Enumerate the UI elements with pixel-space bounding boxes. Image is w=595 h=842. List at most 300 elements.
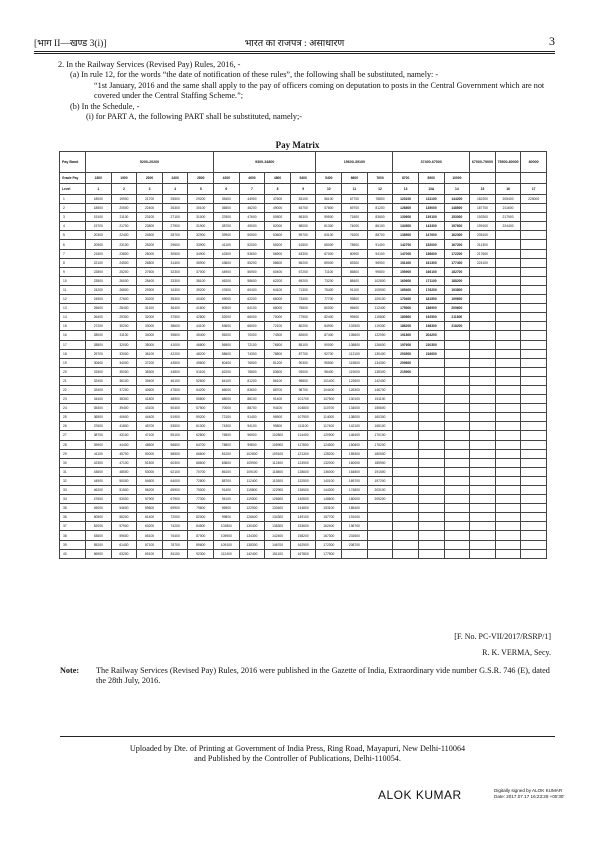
pay-cell: 126300	[342, 385, 368, 394]
pay-cell: 81200	[265, 358, 291, 367]
pay-cell: 47500	[162, 385, 188, 394]
pay-cell: 27900	[162, 222, 188, 231]
pay-band-cell: 75500-80000	[495, 152, 521, 173]
pay-cell: 57900	[137, 495, 163, 504]
row-index-cell: 30	[60, 458, 86, 467]
pay-cell: 45700	[137, 422, 163, 431]
pay-cell: 34400	[86, 395, 112, 404]
pay-cell: 33000	[111, 349, 137, 358]
pay-cell	[470, 495, 496, 504]
pay-cell: 164800	[342, 467, 368, 476]
row-index-cell: 17	[60, 340, 86, 349]
pay-cell: 92700	[316, 349, 342, 358]
pay-cell: 48200	[188, 349, 214, 358]
pay-cell: 47600	[239, 213, 265, 222]
pay-cell	[418, 458, 444, 467]
pay-cell	[521, 322, 547, 331]
table-row	[60, 195, 547, 204]
pay-cell: 224100	[470, 258, 496, 267]
pay-cell	[521, 358, 547, 367]
pay-cell	[495, 531, 521, 540]
pay-cell: 101400	[316, 376, 342, 385]
pay-cell: 205100	[470, 231, 496, 240]
pay-cell: 72800	[188, 476, 214, 485]
pay-cell: 66600	[188, 449, 214, 458]
pay-cell: 191800	[393, 331, 419, 340]
level-header-cell: 9	[290, 184, 316, 195]
pay-cell: 98700	[290, 385, 316, 394]
table-row	[60, 458, 547, 467]
grade-pay-cell: 8700	[393, 173, 419, 184]
pay-matrix-table	[59, 151, 547, 559]
pay-cell	[470, 340, 496, 349]
pay-cell: 34000	[111, 358, 137, 367]
pay-cell: 37600	[86, 422, 112, 431]
pay-cell: 24900	[86, 295, 112, 304]
row-index-cell: 8	[60, 258, 86, 267]
pay-cell: 30200	[137, 295, 163, 304]
pay-cell: 69900	[162, 504, 188, 513]
pay-cell: 148600	[316, 495, 342, 504]
pay-cell: 37500	[162, 313, 188, 322]
row-index-cell: 27	[60, 431, 86, 440]
pay-cell: 134500	[393, 222, 419, 231]
grade-pay-cell: 2800	[188, 173, 214, 184]
pay-cell: 68600	[188, 458, 214, 467]
pay-cell: 67000	[316, 249, 342, 258]
pay-cell: 58600	[239, 276, 265, 285]
pay-cell: 119000	[342, 367, 368, 376]
pay-cell: 225000	[521, 195, 547, 204]
pay-cell: 46200	[86, 486, 112, 495]
row-index-cell: 18	[60, 349, 86, 358]
pay-cell: 160300	[367, 413, 393, 422]
pay-cell	[521, 467, 547, 476]
pay-cell: 27600	[111, 295, 137, 304]
pay-cell	[495, 404, 521, 413]
pay-cell: 28700	[162, 231, 188, 240]
pay-cell	[495, 367, 521, 376]
paragraph-a: (a) In rule 12, for the words “the date of notification of these rules”, the following shall be substituted, namely: -	[70, 70, 439, 80]
pay-cell: 122600	[342, 376, 368, 385]
pay-cell: 57500	[188, 404, 214, 413]
pay-cell: 58600	[265, 258, 291, 267]
pay-cell: 94100	[367, 249, 393, 258]
pay-cell: 31100	[111, 331, 137, 340]
pay-cell: 123100	[393, 195, 419, 204]
pay-cell: 77700	[316, 295, 342, 304]
grade-pay-row	[60, 173, 547, 184]
file-number: [F. No. PC-VII/2017/RSRP/1]	[454, 632, 551, 641]
pay-cell: 91400	[239, 413, 265, 422]
pay-cell: 150800	[342, 440, 368, 449]
pay-cell	[367, 522, 393, 531]
pay-cell: 44800	[162, 367, 188, 376]
pay-cell	[470, 422, 496, 431]
pay-cell: 58500	[162, 449, 188, 458]
row-index-cell: 25	[60, 413, 86, 422]
row-index-cell: 4	[60, 222, 86, 231]
pay-cell: 66000	[265, 295, 291, 304]
signature-line-2: Date: 2017.07.17 16:23:28 +05'30'	[494, 793, 565, 799]
pay-cell: 24500	[137, 231, 163, 240]
row-index-cell: 26	[60, 422, 86, 431]
pay-cell: 44900	[86, 476, 112, 485]
pay-cell	[470, 304, 496, 313]
level-header-cell: 2	[111, 184, 137, 195]
pay-cell: 36500	[86, 413, 112, 422]
pay-cell: 79600	[188, 504, 214, 513]
pay-cell: 31400	[162, 258, 188, 267]
pay-cell	[521, 204, 547, 213]
pay-cell: 33000	[137, 322, 163, 331]
pay-cell: 62100	[162, 467, 188, 476]
pay-cell: 126600	[239, 513, 265, 522]
pay-cell	[521, 431, 547, 440]
pay-cell: 99800	[367, 267, 393, 276]
pay-cell: 43500	[162, 358, 188, 367]
pay-band-label: Pay Band	[60, 152, 86, 173]
pay-cell	[495, 231, 521, 240]
pay-cell	[444, 340, 470, 349]
pay-cell	[495, 413, 521, 422]
pay-cell	[444, 404, 470, 413]
pay-cell	[470, 413, 496, 422]
pay-cell: 160600	[393, 276, 419, 285]
pay-cell	[521, 486, 547, 495]
pay-cell	[495, 486, 521, 495]
pay-cell: 25500	[162, 195, 188, 204]
pay-cell: 153600	[290, 522, 316, 531]
pay-cell	[367, 540, 393, 549]
pay-cell: 32900	[188, 231, 214, 240]
pay-cell: 55200	[86, 540, 112, 549]
pay-cell: 23500	[86, 276, 112, 285]
pay-cell: 45400	[188, 331, 214, 340]
header-gazette-title: भारत का राजपत्र : असाधारण	[244, 39, 345, 49]
pay-cell: 80900	[342, 249, 368, 258]
pay-cell	[495, 458, 521, 467]
pay-cell: 84900	[316, 322, 342, 331]
pay-cell	[393, 476, 419, 485]
pay-cell	[470, 349, 496, 358]
pay-cell: 217900	[495, 213, 521, 222]
pay-cell: 60400	[265, 267, 291, 276]
pay-cell	[418, 504, 444, 513]
digital-signature	[378, 788, 578, 818]
row-index-cell: 37	[60, 522, 86, 531]
pay-cell: 34300	[162, 285, 188, 294]
pay-cell: 191500	[367, 467, 393, 476]
table-row	[60, 276, 547, 285]
pay-cell	[418, 549, 444, 558]
pay-cell: 176200	[418, 285, 444, 294]
pay-cell: 157600	[444, 222, 470, 231]
pay-cell	[367, 504, 393, 513]
pay-cell	[521, 240, 547, 249]
pay-cell: 31100	[137, 304, 163, 313]
pay-cell: 130100	[342, 395, 368, 404]
pay-cell: 126600	[265, 495, 291, 504]
pay-cell: 74300	[214, 422, 240, 431]
pay-cell: 53600	[86, 531, 112, 540]
pay-cell	[393, 395, 419, 404]
pay-matrix-body	[60, 195, 547, 559]
pay-cell: 31500	[86, 367, 112, 376]
pay-cell: 174800	[342, 486, 368, 495]
grade-pay-cell	[521, 173, 547, 184]
pay-cell: 165100	[367, 422, 393, 431]
pay-cell: 55200	[265, 240, 291, 249]
pay-cell: 156600	[418, 249, 444, 258]
pay-cell: 33300	[162, 276, 188, 285]
row-index-cell: 15	[60, 322, 86, 331]
pay-cell: 76400	[162, 531, 188, 540]
pay-cell: 69000	[316, 258, 342, 267]
table-row	[60, 467, 547, 476]
pay-cell: 161300	[418, 258, 444, 267]
pay-cell: 54600	[137, 476, 163, 485]
pay-cell: 130400	[239, 522, 265, 531]
pay-cell	[495, 340, 521, 349]
row-index-cell: 7	[60, 249, 86, 258]
pay-cell: 180800	[393, 313, 419, 322]
pay-cell: 105600	[342, 331, 368, 340]
pay-cell: 40600	[111, 413, 137, 422]
pay-cell: 144200	[444, 195, 470, 204]
pay-cell: 53100	[290, 195, 316, 204]
pay-cell: 32300	[162, 267, 188, 276]
pay-cell: 49000	[214, 295, 240, 304]
pay-cell: 196700	[342, 522, 368, 531]
pay-cell	[470, 549, 496, 558]
pay-cell: 50000	[111, 476, 137, 485]
pay-cell	[495, 467, 521, 476]
pay-cell: 172200	[444, 249, 470, 258]
pay-cell: 208700	[342, 540, 368, 549]
pay-cell: 136500	[290, 486, 316, 495]
paragraph-b-i: (i) for PART A, the following PART shall be substituted, namely;-	[86, 112, 302, 122]
pay-cell: 128200	[316, 449, 342, 458]
grade-pay-cell: 2000	[137, 173, 163, 184]
pay-cell: 90300	[290, 358, 316, 367]
pay-cell	[444, 449, 470, 458]
pay-cell	[444, 540, 470, 549]
pay-cell: 142400	[265, 531, 291, 540]
pay-cell: 202600	[342, 531, 368, 540]
pay-cell: 75400	[316, 285, 342, 294]
pay-cell: 41800	[137, 395, 163, 404]
pay-cell: 36400	[162, 304, 188, 313]
table-row	[60, 258, 547, 267]
pay-cell: 26800	[137, 258, 163, 267]
pay-cell: 111100	[290, 422, 316, 431]
pay-cell: 216600	[418, 349, 444, 358]
pay-cell	[521, 495, 547, 504]
pay-cell: 67900	[162, 495, 188, 504]
pay-cell: 42300	[214, 249, 240, 258]
pay-cell: 82400	[316, 313, 342, 322]
pay-cell: 218200	[444, 322, 470, 331]
row-index-cell: 3	[60, 213, 86, 222]
pay-cell: 83300	[342, 258, 368, 267]
pay-cell: 70700	[188, 467, 214, 476]
paragraph-a-quote: “1st January, 2016 and the same shall apply to the pay of officers coming on deputation to posts in the Central Government which are not covered under the Central Staffing Scheme.”;	[94, 80, 545, 101]
pay-cell: 224400	[495, 222, 521, 231]
pay-cell: 177400	[444, 258, 470, 267]
pay-cell: 41800	[111, 422, 137, 431]
table-row	[60, 358, 547, 367]
pay-cell	[470, 331, 496, 340]
pay-cell: 22100	[86, 258, 112, 267]
pay-cell	[521, 295, 547, 304]
pay-cell	[444, 495, 470, 504]
pay-cell: 205600	[444, 304, 470, 313]
amendment-text	[58, 60, 555, 122]
pay-cell: 29300	[111, 313, 137, 322]
pay-cell: 70000	[239, 331, 265, 340]
grade-pay-cell: 10000	[444, 173, 470, 184]
pay-cell	[495, 504, 521, 513]
pay-cell: 39900	[86, 440, 112, 449]
pay-cell	[418, 540, 444, 549]
pay-cell	[470, 513, 496, 522]
pay-cell: 50500	[214, 304, 240, 313]
pay-cell: 144800	[290, 504, 316, 513]
pay-band-cell: 67000-79000	[470, 152, 496, 173]
pay-cell: 102800	[265, 431, 291, 440]
pay-cell: 162300	[444, 231, 470, 240]
pay-cell: 91400	[367, 240, 393, 249]
pay-cell: 35900	[188, 258, 214, 267]
level-header-cell: 13	[393, 184, 419, 195]
pay-cell: 138000	[342, 413, 368, 422]
pay-cell	[521, 340, 547, 349]
pay-cell: 57800	[316, 204, 342, 213]
pay-cell: 86100	[239, 395, 265, 404]
pay-band-cell: 37400-67000	[393, 152, 470, 173]
pay-cell: 77900	[290, 313, 316, 322]
level-header-cell: 15	[470, 184, 496, 195]
pay-cell: 160000	[342, 458, 368, 467]
pay-cell: 102500	[342, 322, 368, 331]
level-header-cell: 14	[444, 184, 470, 195]
pay-cell	[495, 240, 521, 249]
grade-pay-cell: 5400	[290, 173, 316, 184]
table-row	[60, 440, 547, 449]
pay-cell	[367, 513, 393, 522]
pay-cell: 31900	[188, 222, 214, 231]
pay-cell: 87000	[188, 531, 214, 540]
pay-cell: 78700	[162, 540, 188, 549]
pay-cell	[393, 540, 419, 549]
pay-cell: 96900	[265, 413, 291, 422]
grade-pay-cell: 7600	[367, 173, 393, 184]
pay-cell: 40600	[137, 385, 163, 394]
note-section	[60, 666, 551, 687]
pay-cell	[470, 322, 496, 331]
row-index-cell: 10	[60, 276, 86, 285]
pay-cell	[521, 276, 547, 285]
pay-cell: 88700	[265, 385, 291, 394]
pay-cell	[521, 513, 547, 522]
pay-cell	[495, 522, 521, 531]
pay-cell: 109100	[265, 449, 291, 458]
pay-cell: 50500	[239, 231, 265, 240]
pay-cell	[470, 449, 496, 458]
pay-cell: 112400	[239, 476, 265, 485]
pay-cell: 53600	[265, 231, 291, 240]
pay-cell: 51500	[137, 458, 163, 467]
level-header-cell: 6	[214, 184, 240, 195]
grade-pay-cell: 1900	[111, 173, 137, 184]
pay-cell: 91100	[342, 285, 368, 294]
pay-cell: 47100	[111, 458, 137, 467]
table-row	[60, 331, 547, 340]
pay-cell: 44400	[111, 440, 137, 449]
pay-cell: 26300	[162, 204, 188, 213]
pay-cell: 78800	[265, 349, 291, 358]
table-row	[60, 504, 547, 513]
pay-cell: 59600	[137, 504, 163, 513]
pay-cell: 151400	[393, 258, 419, 267]
pay-cell: 25200	[111, 267, 137, 276]
pay-cell: 51900	[162, 413, 188, 422]
pay-cell: 186900	[418, 304, 444, 313]
row-index-cell: 20	[60, 367, 86, 376]
pay-cell: 99500	[342, 313, 368, 322]
pay-cell: 109100	[239, 467, 265, 476]
pay-cell: 149100	[290, 513, 316, 522]
footer-line-2: and Published by the Controller of Publications, Delhi-110054.	[194, 754, 401, 764]
pay-cell	[521, 522, 547, 531]
pay-cell: 68000	[214, 395, 240, 404]
pay-cell: 55200	[239, 258, 265, 267]
signatory: R. K. VERMA, Secy.	[482, 648, 551, 657]
pay-cell	[418, 413, 444, 422]
pay-cell: 38700	[86, 431, 112, 440]
pay-cell: 90000	[316, 340, 342, 349]
pay-cell: 153000	[444, 213, 470, 222]
pay-cell: 68000	[265, 304, 291, 313]
row-index-cell: 12	[60, 295, 86, 304]
pay-cell	[521, 440, 547, 449]
grade-pay-cell: 5400	[316, 173, 342, 184]
table-row	[60, 476, 547, 485]
pay-cell: 66000	[239, 313, 265, 322]
pay-cell	[495, 295, 521, 304]
pay-cell	[495, 331, 521, 340]
pay-cell: 56900	[214, 340, 240, 349]
pay-cell: 28400	[111, 304, 137, 313]
pay-cell	[470, 440, 496, 449]
pay-cell: 52000	[86, 522, 112, 531]
pay-cell: 63200	[111, 549, 137, 558]
pay-cell: 153100	[316, 504, 342, 513]
pay-cell: 170100	[367, 431, 393, 440]
pay-cell	[367, 531, 393, 540]
pay-cell	[393, 404, 419, 413]
pay-cell: 109100	[214, 540, 240, 549]
pay-cell	[521, 458, 547, 467]
pay-cell	[495, 422, 521, 431]
pay-cell	[393, 467, 419, 476]
table-row	[60, 231, 547, 240]
pay-cell	[444, 413, 470, 422]
pay-cell: 172300	[316, 540, 342, 549]
table-row	[60, 431, 547, 440]
pay-cell: 30500	[162, 249, 188, 258]
